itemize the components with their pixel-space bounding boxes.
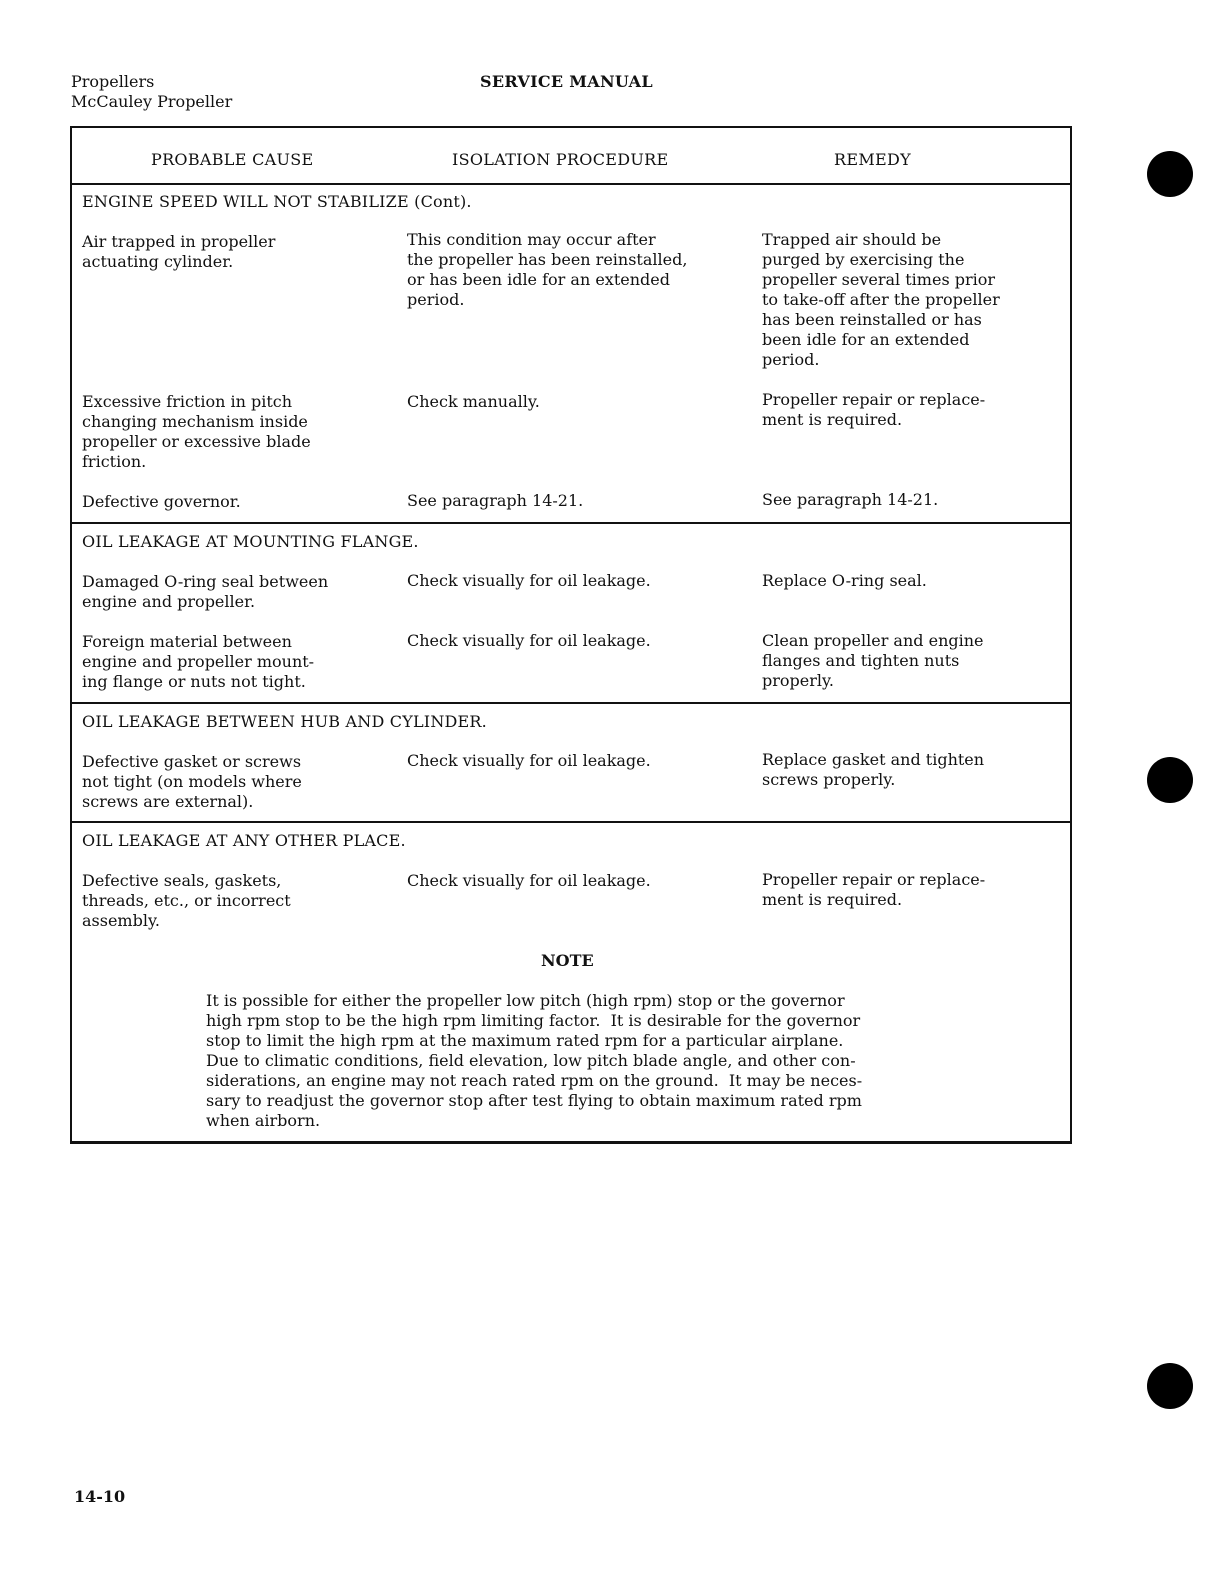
isolation-cell: This condition may occur after the propeller has been reinstalled, or has been idle for an extended period.: [407, 230, 688, 309]
section-title-engine-speed: ENGINE SPEED WILL NOT STABILIZE (Cont).: [82, 192, 472, 211]
remedy-cell: Clean propeller and engine flanges and tighten nuts properly.: [762, 631, 984, 690]
page-number: 14-10: [74, 1487, 126, 1506]
cause-cell: Excessive friction in pitch changing mechanism inside propeller or excessive blade friction.: [82, 392, 311, 471]
section-divider: [72, 522, 1070, 524]
binder-hole-mark: [1147, 757, 1193, 803]
running-header-left: [71, 72, 232, 112]
section-divider: [72, 702, 1070, 704]
isolation-cell: See paragraph 14-21.: [407, 491, 584, 510]
section-title-hub-cylinder: OIL LEAKAGE BETWEEN HUB AND CYLINDER.: [82, 712, 487, 731]
note-heading: NOTE: [541, 951, 594, 970]
isolation-cell: Check manually.: [407, 392, 540, 411]
isolation-cell: Check visually for oil leakage.: [407, 631, 651, 650]
header-subject: McCauley Propeller: [71, 92, 233, 111]
remedy-cell: Trapped air should be purged by exercising the propeller several times prior to take-off after the propeller has been reinstalled or has been idle for an extended period.: [762, 230, 1000, 369]
remedy-cell: Propeller repair or replace- ment is required.: [762, 870, 986, 909]
section-title-other-place: OIL LEAKAGE AT ANY OTHER PLACE.: [82, 831, 406, 850]
remedy-cell: Replace O-ring seal.: [762, 571, 927, 590]
column-header-remedy: REMEDY: [834, 150, 911, 169]
cause-cell: Defective governor.: [82, 492, 241, 511]
cause-cell: Air trapped in propeller actuating cylinder.: [82, 232, 276, 271]
binder-hole-mark: [1147, 1363, 1193, 1409]
remedy-cell: Replace gasket and tighten screws properly.: [762, 750, 985, 789]
manual-title: SERVICE MANUAL: [480, 72, 653, 91]
cause-cell: Damaged O-ring seal between engine and propeller.: [82, 572, 329, 611]
header-divider: [72, 183, 1070, 185]
cause-cell: Defective gasket or screws not tight (on models where screws are external).: [82, 752, 302, 811]
remedy-cell: See paragraph 14-21.: [762, 490, 939, 509]
column-header-probable-cause: PROBABLE CAUSE: [151, 150, 314, 169]
isolation-cell: Check visually for oil leakage.: [407, 571, 651, 590]
binder-hole-mark: [1147, 151, 1193, 197]
remedy-cell: Propeller repair or replace- ment is required.: [762, 390, 986, 429]
header-chapter: Propellers: [71, 72, 155, 91]
isolation-cell: Check visually for oil leakage.: [407, 871, 651, 890]
section-title-mounting-flange: OIL LEAKAGE AT MOUNTING FLANGE.: [82, 532, 419, 551]
section-divider: [72, 821, 1070, 823]
cause-cell: Foreign material between engine and propeller mount- ing flange or nuts not tight.: [82, 632, 315, 691]
cause-cell: Defective seals, gaskets, threads, etc., or incorrect assembly.: [82, 871, 291, 930]
column-header-isolation-procedure: ISOLATION PROCEDURE: [452, 150, 669, 169]
note-text: It is possible for either the propeller low pitch (high rpm) stop or the governor high rpm stop to be the high rpm limiting factor. It is desirable for the governor stop to limit the high rpm at the maximum rated rpm for a particular airplane. Due to climatic conditions, field elevation, low pitch blade angle, and other con- siderations, an engine may not reach rated rpm on the ground. It may be neces- sary to readjust the governor stop after test flying to obtain maximum rated rpm when airborn.: [206, 991, 863, 1130]
isolation-cell: Check visually for oil leakage.: [407, 751, 651, 770]
